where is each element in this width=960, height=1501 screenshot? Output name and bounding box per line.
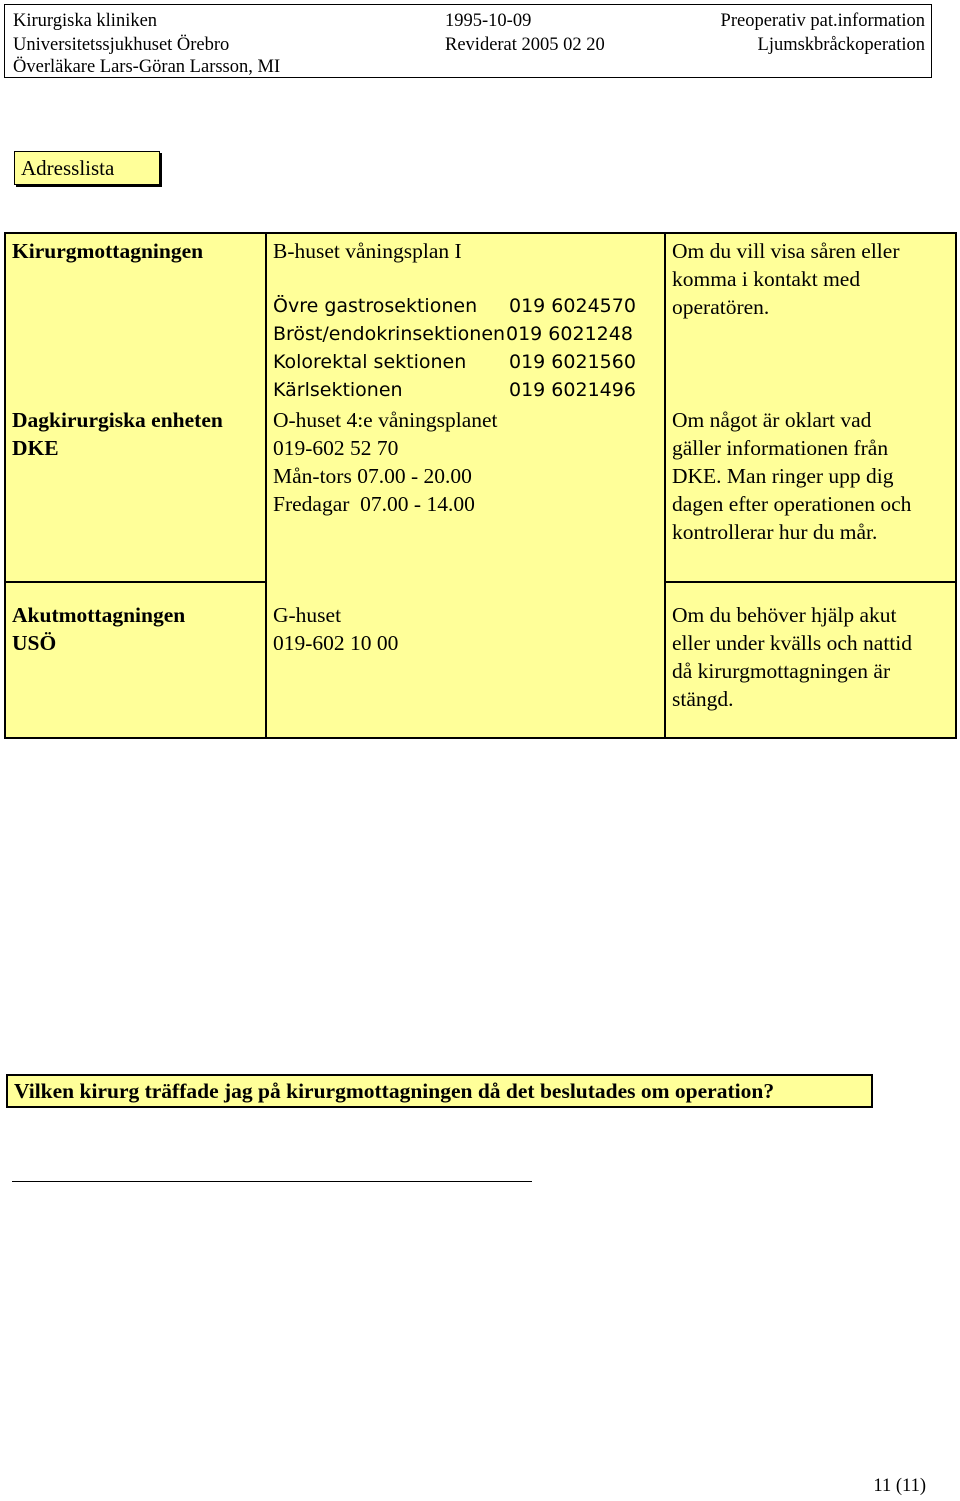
dagkirurgiska-info — [672, 406, 911, 546]
answer-line[interactable] — [12, 1181, 532, 1182]
hospital-name: Universitetssjukhuset Örebro — [13, 35, 230, 55]
operation-name: Ljumskbråckoperation — [757, 35, 925, 55]
info-line: kontrollerar hur du mår. — [672, 520, 878, 544]
info-line: Om något är oklart vad — [672, 408, 872, 432]
detail-line: 019-602 10 00 — [273, 631, 399, 655]
info-line: gäller informationen från — [672, 436, 889, 460]
name-line: DKE — [12, 436, 59, 460]
kirurgmottagningen-name: Kirurgmottagningen — [12, 239, 204, 263]
detail-line: G-huset — [273, 603, 342, 627]
info-line: dagen efter operationen och — [672, 492, 912, 516]
info-line: då kirurgmottagningen är — [672, 659, 891, 683]
original-date: 1995-10-09 — [445, 11, 532, 31]
author-name: Överläkare Lars-Göran Larsson, MI — [13, 57, 281, 77]
department-name: Övre gastrosektionen — [273, 295, 478, 317]
info-line: Om du behöver hjälp akut — [672, 603, 897, 627]
header-row-1 — [13, 9, 925, 33]
clinic-name: Kirurgiska kliniken — [13, 11, 158, 31]
surgeon-question: Vilken kirurg träffade jag på kirurgmottagningen då det beslutades om operation? — [6, 1074, 873, 1108]
info-line: stängd. — [672, 687, 734, 711]
info-line: eller under kvälls och nattid — [672, 631, 913, 655]
info-line: DKE. Man ringer upp dig — [672, 464, 894, 488]
column-divider-1 — [265, 234, 267, 737]
dagkirurgiska-details — [273, 406, 498, 518]
name-line: Dagkirurgiska enheten — [12, 408, 223, 432]
row-divider-right — [665, 581, 955, 583]
detail-line: Fredagar 07.00 - 14.00 — [273, 492, 475, 516]
section-title: Adresslista — [14, 151, 160, 185]
name-line: Akutmottagningen — [12, 603, 186, 627]
detail-line: O-huset 4:e våningsplanet — [273, 408, 498, 432]
row-divider-left — [6, 581, 265, 583]
department-name: Bröst/endokrinsektionen — [273, 323, 506, 345]
department-name: Kolorektal sektionen — [273, 351, 467, 373]
info-line: Om du vill visa såren eller — [672, 239, 900, 263]
department-row — [273, 376, 643, 404]
kirurgmottagningen-info — [672, 237, 899, 321]
name-line: USÖ — [12, 631, 57, 655]
department-phone: 019 6021248 — [506, 323, 633, 345]
kirurgmottagningen-location: B-huset våningsplan I — [273, 239, 462, 263]
info-line: operatören. — [672, 295, 770, 319]
document-type: Preoperativ pat.information — [720, 11, 925, 31]
akutmottagningen-info — [672, 601, 912, 713]
address-table — [4, 232, 957, 739]
department-row — [273, 320, 643, 348]
department-list — [273, 292, 643, 404]
document-header — [4, 4, 932, 78]
department-phone: 019 6021560 — [509, 351, 636, 373]
department-row — [273, 292, 643, 320]
detail-line: Mån-tors 07.00 - 20.00 — [273, 464, 472, 488]
akutmottagningen-details — [273, 601, 398, 657]
page-number: 11 (11) — [873, 1476, 926, 1496]
department-name: Kärlsektionen — [273, 379, 403, 401]
dagkirurgiska-name — [12, 406, 223, 462]
detail-line: 019-602 52 70 — [273, 436, 399, 460]
akutmottagningen-name — [12, 601, 185, 657]
header-row-2 — [13, 33, 925, 57]
revision-date: Reviderat 2005 02 20 — [445, 35, 605, 55]
department-row — [273, 348, 643, 376]
column-divider-2 — [664, 234, 666, 737]
department-phone: 019 6024570 — [509, 295, 636, 317]
info-line: komma i kontakt med — [672, 267, 861, 291]
department-phone: 019 6021496 — [509, 379, 636, 401]
header-row-3 — [13, 55, 925, 79]
